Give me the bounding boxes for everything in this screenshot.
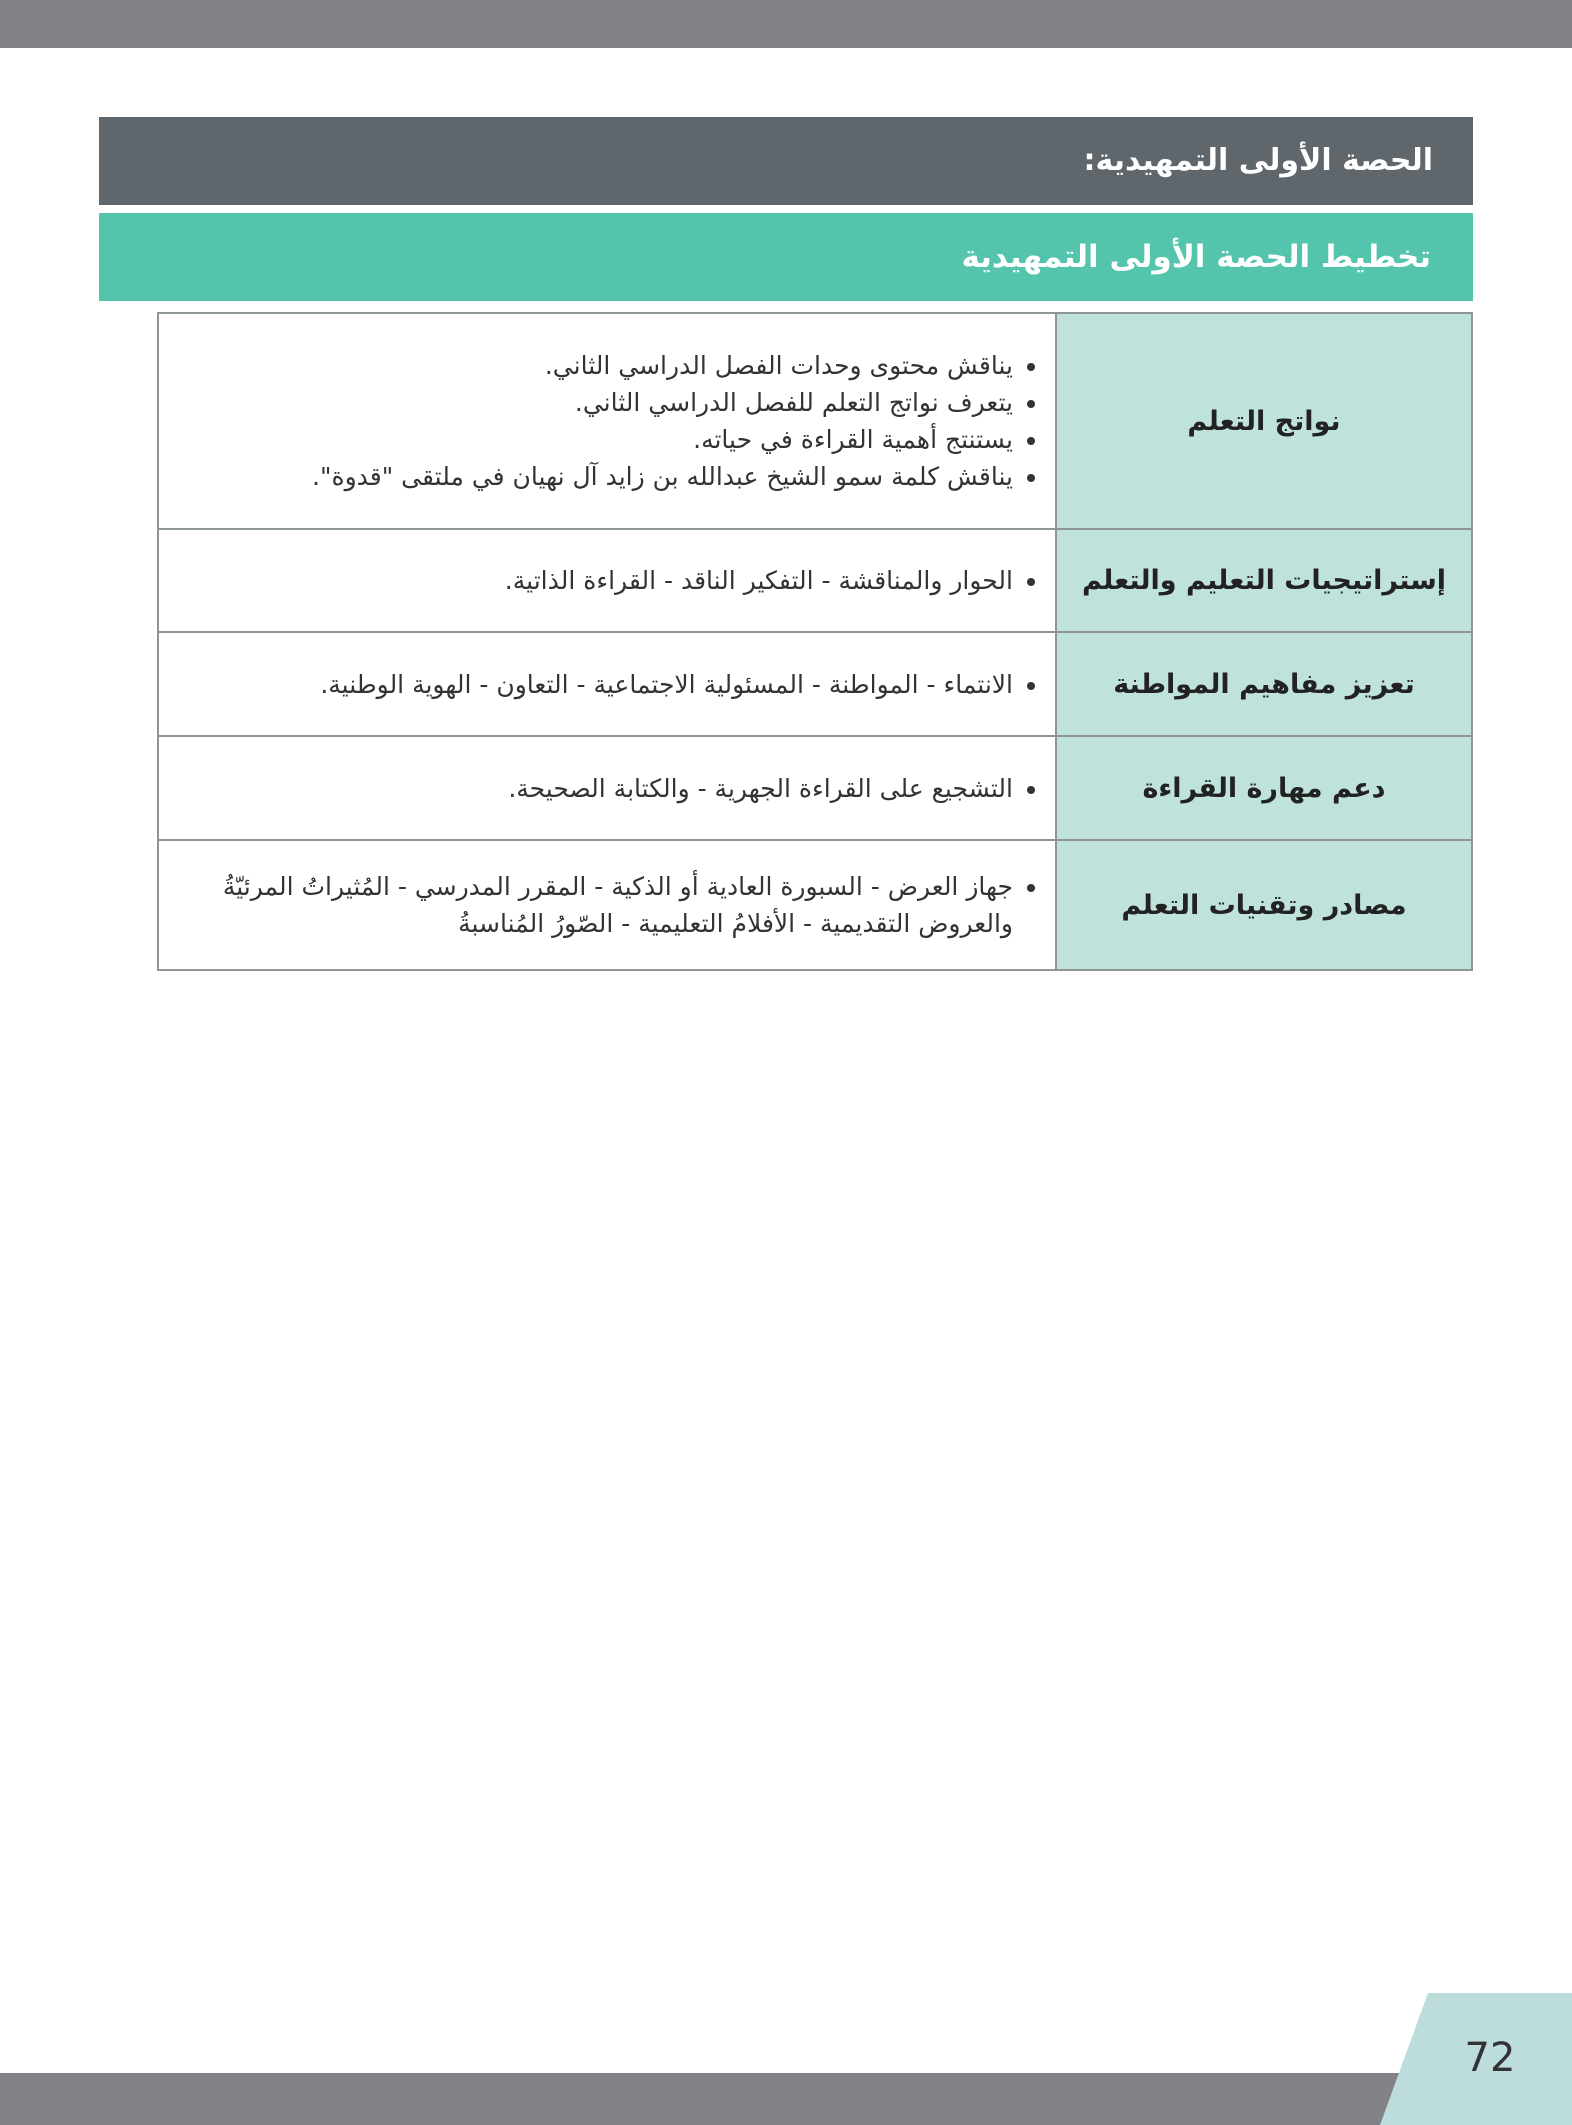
- list-item: • الانتماء - المواطنة - المسئولية الاجتماعية - التعاون - الهوية الوطنية.: [179, 666, 1013, 703]
- bullet-list: [179, 347, 1029, 495]
- list-item: • الحوار والمناقشة - التفكير الناقد - القراءة الذاتية.: [179, 562, 1013, 599]
- table-row-citizenship: [158, 632, 1472, 736]
- bottom-bar: [0, 2073, 1572, 2125]
- list-item: • يستنتج أهمية القراءة في حياته.: [179, 421, 1013, 458]
- list-item: • جهاز العرض - السبورة العادية أو الذكية - المقرر المدرسي - المُثيراتُ المرئيّةُ والعروض التقديمية - الأفلامُ التعليمية - الصّورُ المُناسبةُ: [179, 868, 1013, 942]
- table-row-reading-support: [158, 736, 1472, 840]
- row-content: [158, 529, 1056, 632]
- row-label: تعزيز مفاهيم المواطنة: [1056, 632, 1472, 736]
- row-content: [158, 632, 1056, 736]
- row-label: مصادر وتقنيات التعلم: [1056, 840, 1472, 970]
- bullet-list: [179, 770, 1029, 807]
- row-label: إستراتيجيات التعليم والتعلم: [1056, 529, 1472, 632]
- row-label: نواتج التعلم: [1056, 313, 1472, 529]
- list-item: • يناقش كلمة سمو الشيخ عبدالله بن زايد آل نهيان في ملتقى "قدوة".: [179, 458, 1013, 495]
- table-row-learning-outcomes: [158, 313, 1472, 529]
- section-title: الحصة الأولى التمهيدية:: [99, 117, 1473, 205]
- row-content: [158, 840, 1056, 970]
- bullet-list: [179, 562, 1029, 599]
- row-content: [158, 736, 1056, 840]
- table-row-resources: [158, 840, 1472, 970]
- plan-title: تخطيط الحصة الأولى التمهيدية: [99, 213, 1473, 301]
- bullet-list: [179, 666, 1029, 703]
- list-item: • يتعرف نواتج التعلم للفصل الدراسي الثاني.: [179, 384, 1013, 421]
- top-bar: [0, 0, 1572, 48]
- table-row-strategies: [158, 529, 1472, 632]
- row-label: دعم مهارة القراءة: [1056, 736, 1472, 840]
- lesson-plan-table: [157, 312, 1473, 971]
- list-item: • التشجيع على القراءة الجهرية - والكتابة الصحيحة.: [179, 770, 1013, 807]
- list-item: • يناقش محتوى وحدات الفصل الدراسي الثاني.: [179, 347, 1013, 384]
- page-number: 72: [1464, 2035, 1516, 2081]
- bullet-list: [179, 868, 1029, 942]
- row-content: [158, 313, 1056, 529]
